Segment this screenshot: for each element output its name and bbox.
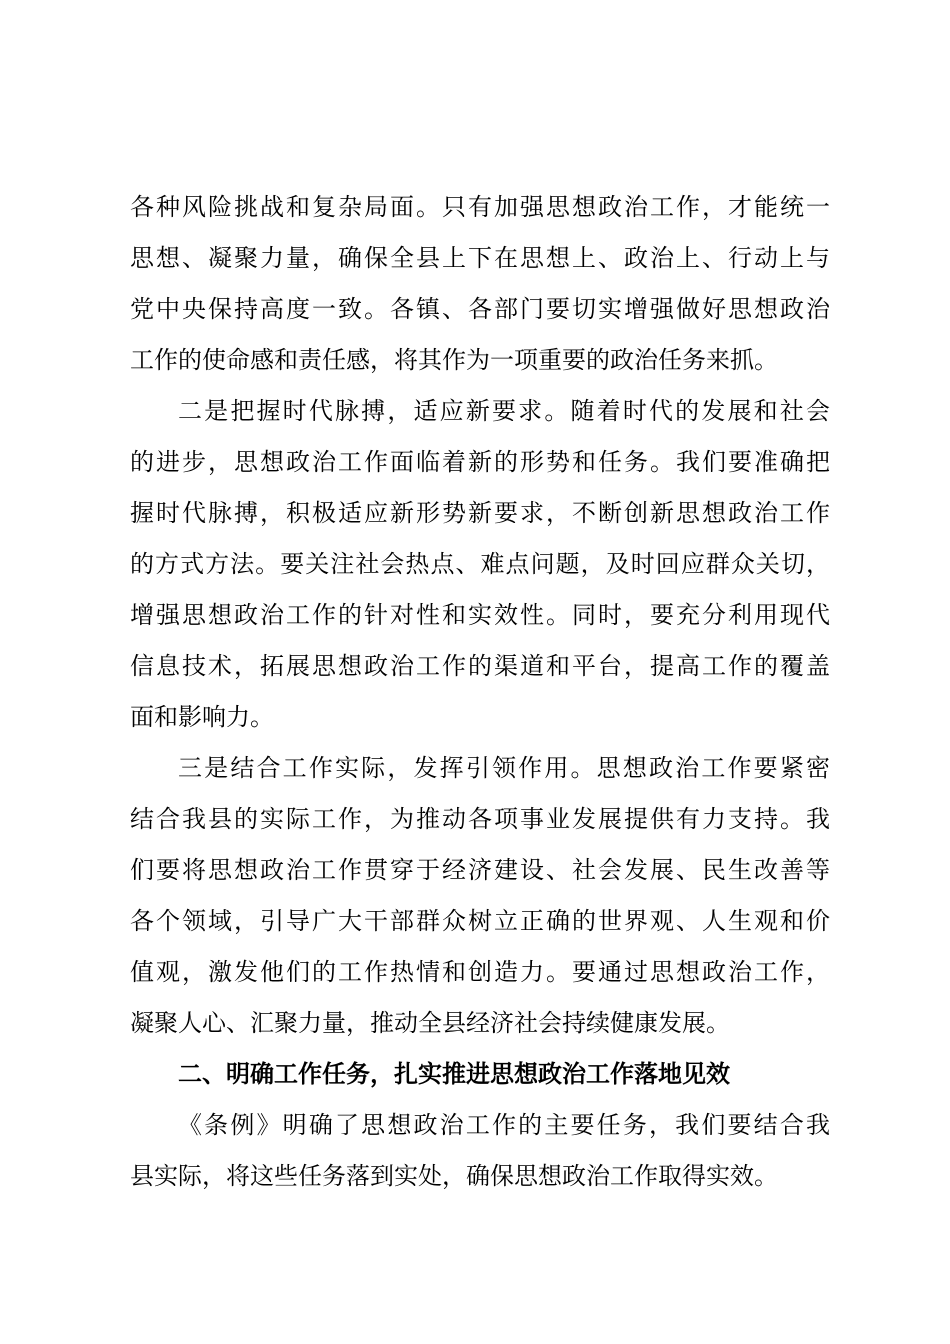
paragraph-line: 二是把握时代脉搏，适应新要求。随着时代的发展和社会	[178, 397, 830, 425]
paragraph-line: 面和影响力。	[130, 703, 274, 731]
section-heading: 二、明确工作任务，扎实推进思想政治工作落地见效	[178, 1060, 730, 1088]
body-text	[130, 182, 830, 1202]
paragraph-line: 三是结合工作实际，发挥引领作用。思想政治工作要紧密	[178, 754, 830, 782]
paragraph-line: 增强思想政治工作的针对性和实效性。同时，要充分利用现代	[130, 601, 830, 629]
paragraph-line: 《条例》明确了思想政治工作的主要任务，我们要结合我	[178, 1111, 830, 1139]
paragraph-line: 县实际，将这些任务落到实处，确保思想政治工作取得实效。	[130, 1162, 778, 1190]
paragraph-line: 们要将思想政治工作贯穿于经济建设、社会发展、民生改善等	[130, 856, 830, 884]
paragraph-line: 握时代脉搏，积极适应新形势新要求，不断创新思想政治工作	[130, 499, 830, 527]
paragraph-line: 各种风险挑战和复杂局面。只有加强思想政治工作，才能统一	[130, 193, 830, 221]
paragraph-line: 的方式方法。要关注社会热点、难点问题，及时回应群众关切，	[130, 550, 830, 578]
paragraph-line: 信息技术，拓展思想政治工作的渠道和平台，提高工作的覆盖	[130, 652, 830, 680]
paragraph-line: 各个领域，引导广大干部群众树立正确的世界观、人生观和价	[130, 907, 830, 935]
paragraph-line: 的进步，思想政治工作面临着新的形势和任务。我们要准确把	[130, 448, 830, 476]
paragraph-line: 值观，激发他们的工作热情和创造力。要通过思想政治工作，	[130, 958, 830, 986]
paragraph-line: 思想、凝聚力量，确保全县上下在思想上、政治上、行动上与	[130, 244, 830, 272]
paragraph-line: 党中央保持高度一致。各镇、各部门要切实增强做好思想政治	[130, 295, 830, 323]
paragraph-line: 结合我县的实际工作，为推动各项事业发展提供有力支持。我	[130, 805, 830, 833]
paragraph-line: 凝聚人心、汇聚力量，推动全县经济社会持续健康发展。	[130, 1009, 730, 1037]
paragraph-line: 工作的使命感和责任感，将其作为一项重要的政治任务来抓。	[130, 346, 778, 374]
